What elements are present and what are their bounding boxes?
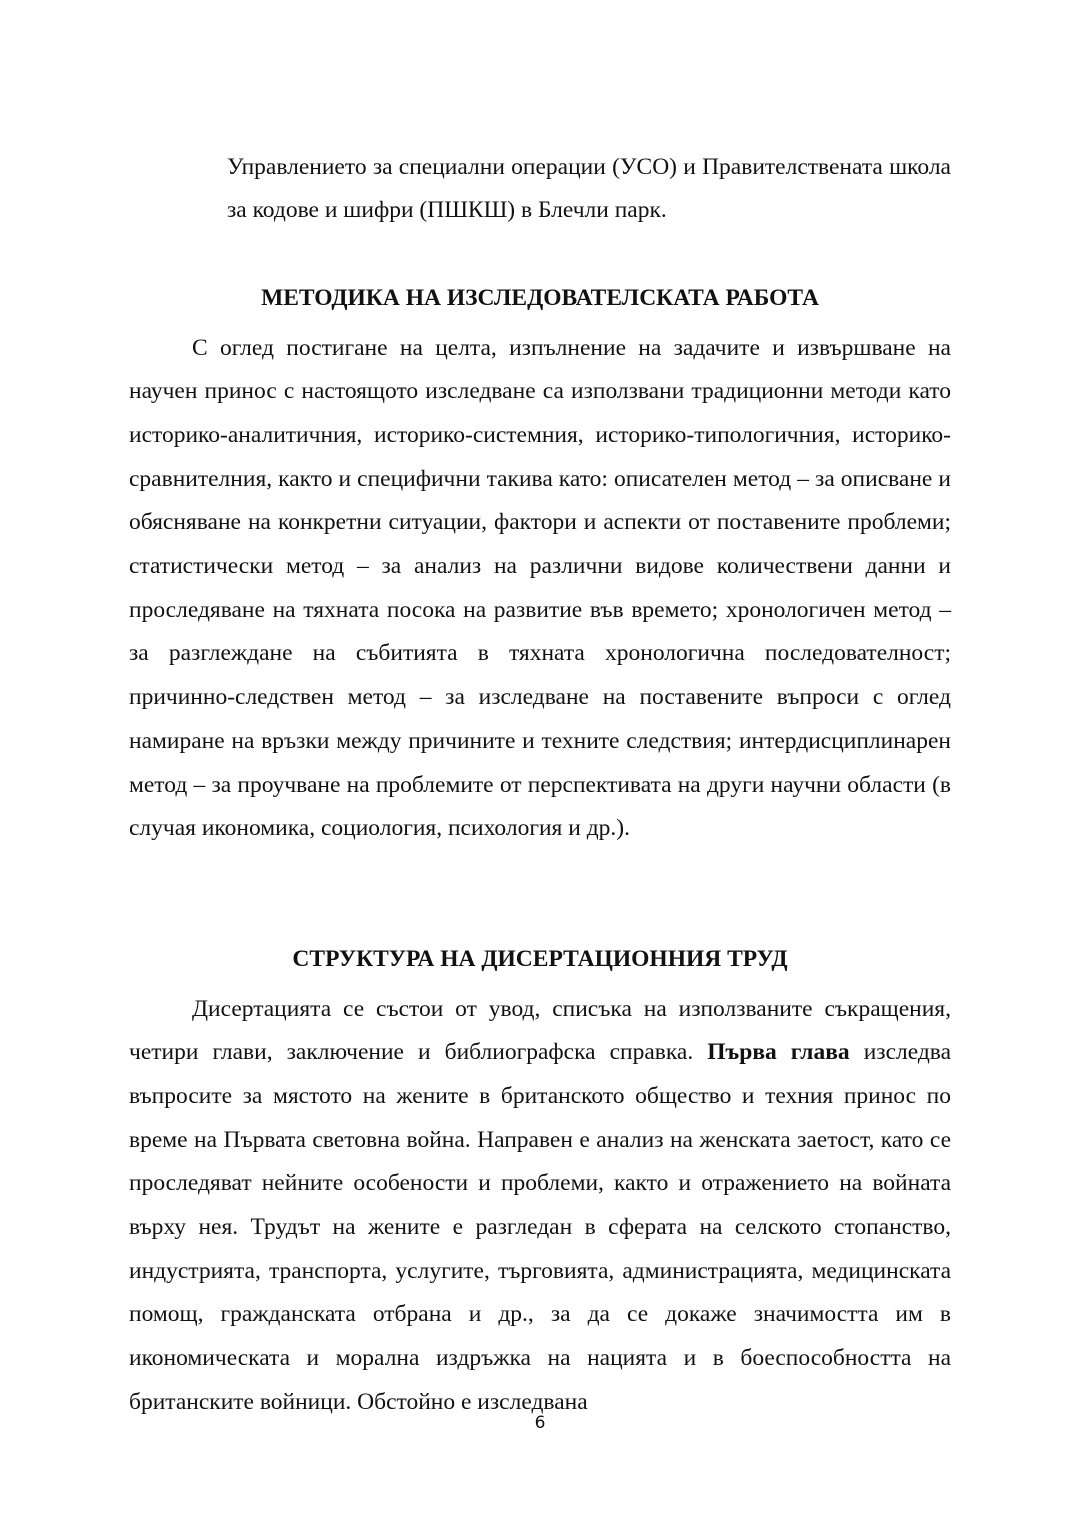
structure-paragraph-start: Дисертацията се състои от увод, списъка на използваните съкращения, четири глави, заключение и библиографска справка.	[129, 995, 951, 1066]
chapter-one-label: Първа глава	[707, 1039, 850, 1066]
section-heading-methodology: МЕТОДИКА НА ИЗСЛЕДОВАТЕЛСКАТА РАБОТА	[261, 284, 819, 311]
section-heading-structure: СТРУКТУРА НА ДИСЕРТАЦИОННИЯ ТРУД	[292, 945, 788, 972]
intro-paragraph-fragment: Управлението за специални операции (УСО) и Правителствената школа за кодове и шифри (ПШКШ) в Блечли парк.	[227, 153, 951, 224]
structure-paragraph	[129, 988, 951, 1425]
methodology-paragraph: С оглед постигане на целта, изпълнение на задачите и извършване на научен принос с настоящото изследване са използвани традиционни методи като историко-аналитичния, историко-системния, историко-типологичния, историко-сравнителния, както и специфични такива като: описателен метод – за описване и обясняване на конкретни ситуации, фактори и аспекти от поставените проблеми; статистически метод – за анализ на различни видове количествени данни и проследяване на тяхната посока на развитие във времето; хронологичен метод – за разглеждане на събитията в тяхната хронологична последователност; причинно-следствен метод – за изследване на поставените въпроси с оглед намиране на връзки между причините и техните следствия; интердисциплинарен метод – за проучване на проблемите от перспективата на други научни области (в случая икономика, социология, психология и др.).	[129, 334, 951, 842]
page-number: 6	[534, 1413, 546, 1433]
structure-paragraph-end: изследва въпросите за мястото на жените в британското общество и техния принос по време на Първата световна война. Направен е анализ на женската заетост, като се проследяват нейните особености и проблеми, както и отражението на войната върху нея. Трудът на жените е разгледан в сферата на селското стопанство, индустрията, транспорта, услугите, търговията, администрацията, медицинската помощ, гражданската отбрана и др., за да се докаже значимостта им в икономическата и морална издръжка на нацията и в боеспособността на британските войници. Обстойно е изследвана	[129, 1039, 952, 1415]
